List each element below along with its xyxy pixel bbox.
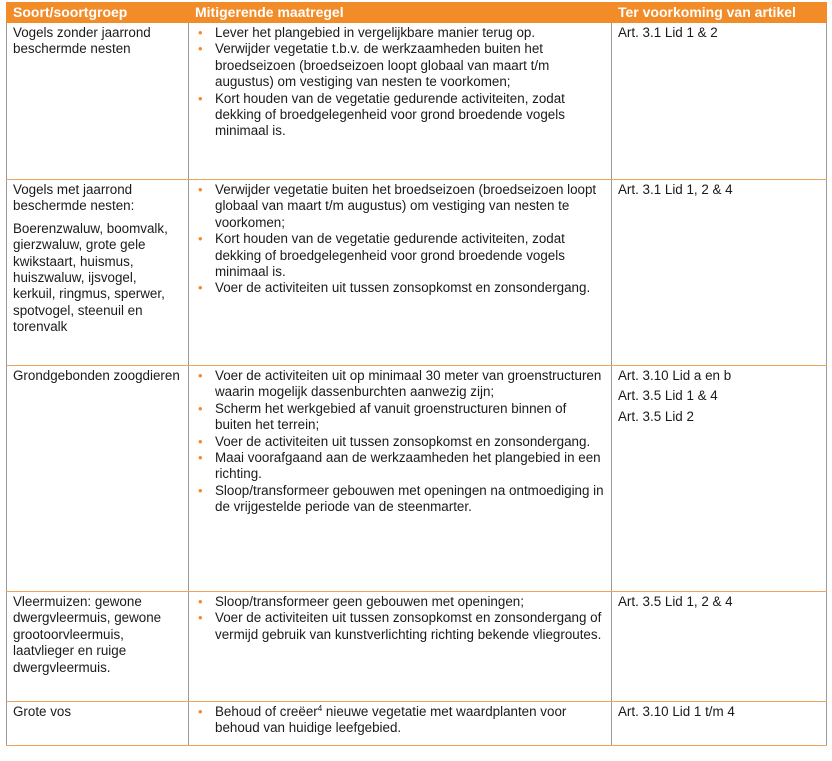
article-ref: Art. 3.5 Lid 2 xyxy=(618,408,694,424)
list-item: • Lever het plangebied in vergelijkbare manier terug op. xyxy=(198,25,536,40)
bullet-icon: • xyxy=(198,450,203,466)
article-cell xyxy=(612,702,827,746)
table-row xyxy=(7,180,827,366)
species-label: Vogels met jaarrond beschermde nesten: xyxy=(13,182,135,214)
article-ref: Art. 3.5 Lid 1 & 4 xyxy=(618,388,718,404)
article-ref: Art. 3.1 Lid 1 & 2 xyxy=(618,25,718,40)
species-label: Grondgebonden zoogdieren xyxy=(13,368,180,383)
header-measure: Mitigerende maatregel xyxy=(189,3,612,23)
species-cell xyxy=(7,23,189,180)
header-article: Ter voorkoming van artikel xyxy=(612,3,827,23)
table-row xyxy=(7,366,827,592)
species-cell xyxy=(7,592,189,702)
list-item: • Kort houden van de vegetatie gedurende activiteiten, zodat dekking of broedgelegenheid voor grond broedende vogels minimaal is. xyxy=(198,90,565,139)
article-cell xyxy=(612,592,827,702)
measures-cell xyxy=(189,592,612,702)
table-row xyxy=(7,592,827,702)
list-item: • Behoud of creëer$^4$ nieuwe vegetatie met waardplanten voor behoud van huidige leefgebied. xyxy=(198,704,567,736)
bullet-icon: • xyxy=(198,704,203,719)
measures-table-container xyxy=(6,2,826,746)
species-cell xyxy=(7,366,189,592)
bullet-icon: • xyxy=(198,41,203,57)
list-item: • Voer de activiteiten uit tussen zonsopkomst en zonsondergang of vermijd gebruik van kunstverlichting richting bekende vliegroutes. xyxy=(198,610,602,642)
bullet-icon: • xyxy=(198,610,203,626)
list-item: • Verwijder vegetatie t.b.v. de werkzaamheden buiten het broedseizoen (broedseizoen loopt globaal van maart t/m augustus) om vestiging van nesten te voorkomen; xyxy=(198,41,550,90)
footnote-marker: 4 xyxy=(317,704,323,713)
bullet-icon: • xyxy=(198,280,203,296)
measures-cell xyxy=(189,702,612,746)
mitigation-measures-table xyxy=(6,2,827,746)
measures-list xyxy=(195,182,605,297)
species-list: Boerenzwaluw, boomvalk, gierzwaluw, grote gele kwikstaart, huismus, huiszwaluw, ijsvogel, kerkuil, ringmus, sperwer, spotvogel, steenuil en torenvalk xyxy=(13,220,168,335)
bullet-icon: • xyxy=(198,400,203,416)
header-species: Soort/soortgroep xyxy=(7,3,189,23)
list-item: • Scherm het werkgebied af vanuit groenstructuren binnen of buiten het terrein; xyxy=(198,400,567,433)
table-row xyxy=(7,23,827,180)
measures-list xyxy=(195,368,605,516)
list-item: • Sloop/transformeer geen gebouwen met openingen; xyxy=(198,594,524,609)
bullet-icon: • xyxy=(198,25,203,40)
article-cell xyxy=(612,180,827,366)
measures-list xyxy=(195,25,605,140)
article-ref: Art. 3.10 Lid 1 t/m 4 xyxy=(618,704,735,719)
bullet-icon: • xyxy=(198,482,203,498)
list-item: • Sloop/transformeer gebouwen met openingen na ontmoediging in de vrijgestelde periode van de steenmarter. xyxy=(198,482,604,515)
table-header-row xyxy=(7,3,827,23)
measures-cell xyxy=(189,180,612,366)
table-row xyxy=(7,702,827,746)
species-cell xyxy=(7,702,189,746)
bullet-icon: • xyxy=(198,368,203,383)
article-ref: Art. 3.10 Lid a en b xyxy=(618,368,732,383)
article-ref: Art. 3.1 Lid 1, 2 & 4 xyxy=(618,182,733,197)
list-item: • Voer de activiteiten uit op minimaal 30 meter van groenstructuren waarin mogelijk dassenburchten aanwezig zijn; xyxy=(198,368,602,400)
list-item: • Verwijder vegetatie buiten het broedseizoen (broedseizoen loopt globaal van maart t/m augustus) om vestiging van nesten te voorkomen; xyxy=(198,182,597,230)
article-ref: Art. 3.5 Lid 1, 2 & 4 xyxy=(618,594,733,609)
measures-cell xyxy=(189,23,612,180)
list-item: • Kort houden van de vegetatie gedurende activiteiten, zodat dekking of broedgelegenheid voor grond broedende vogels minimaal is. xyxy=(198,231,565,280)
bullet-icon: • xyxy=(198,433,203,449)
article-cell xyxy=(612,23,827,180)
species-label: Grote vos xyxy=(13,704,72,719)
species-cell xyxy=(7,180,189,366)
measures-list xyxy=(195,594,605,643)
list-item: • Voer de activiteiten uit tussen zonsopkomst en zonsondergang. xyxy=(198,433,591,449)
bullet-icon: • xyxy=(198,90,203,106)
measures-list xyxy=(195,704,605,737)
list-item: • Voer de activiteiten uit tussen zonsopkomst en zonsondergang. xyxy=(198,280,591,296)
list-item: • Maai voorafgaand aan de werkzaamheden het plangebied in een richting. xyxy=(198,450,601,482)
bullet-icon: • xyxy=(198,231,203,247)
species-label: Vogels zonder jaarrond beschermde nesten xyxy=(13,25,151,57)
bullet-icon: • xyxy=(198,182,203,197)
measures-cell xyxy=(189,366,612,592)
species-label: Vleermuizen: gewone dwergvleermuis, gewone grootoorvleermuis, laatvlieger en ruige dwergvleermuis. xyxy=(13,594,162,675)
bullet-icon: • xyxy=(198,594,203,609)
article-cell xyxy=(612,366,827,592)
